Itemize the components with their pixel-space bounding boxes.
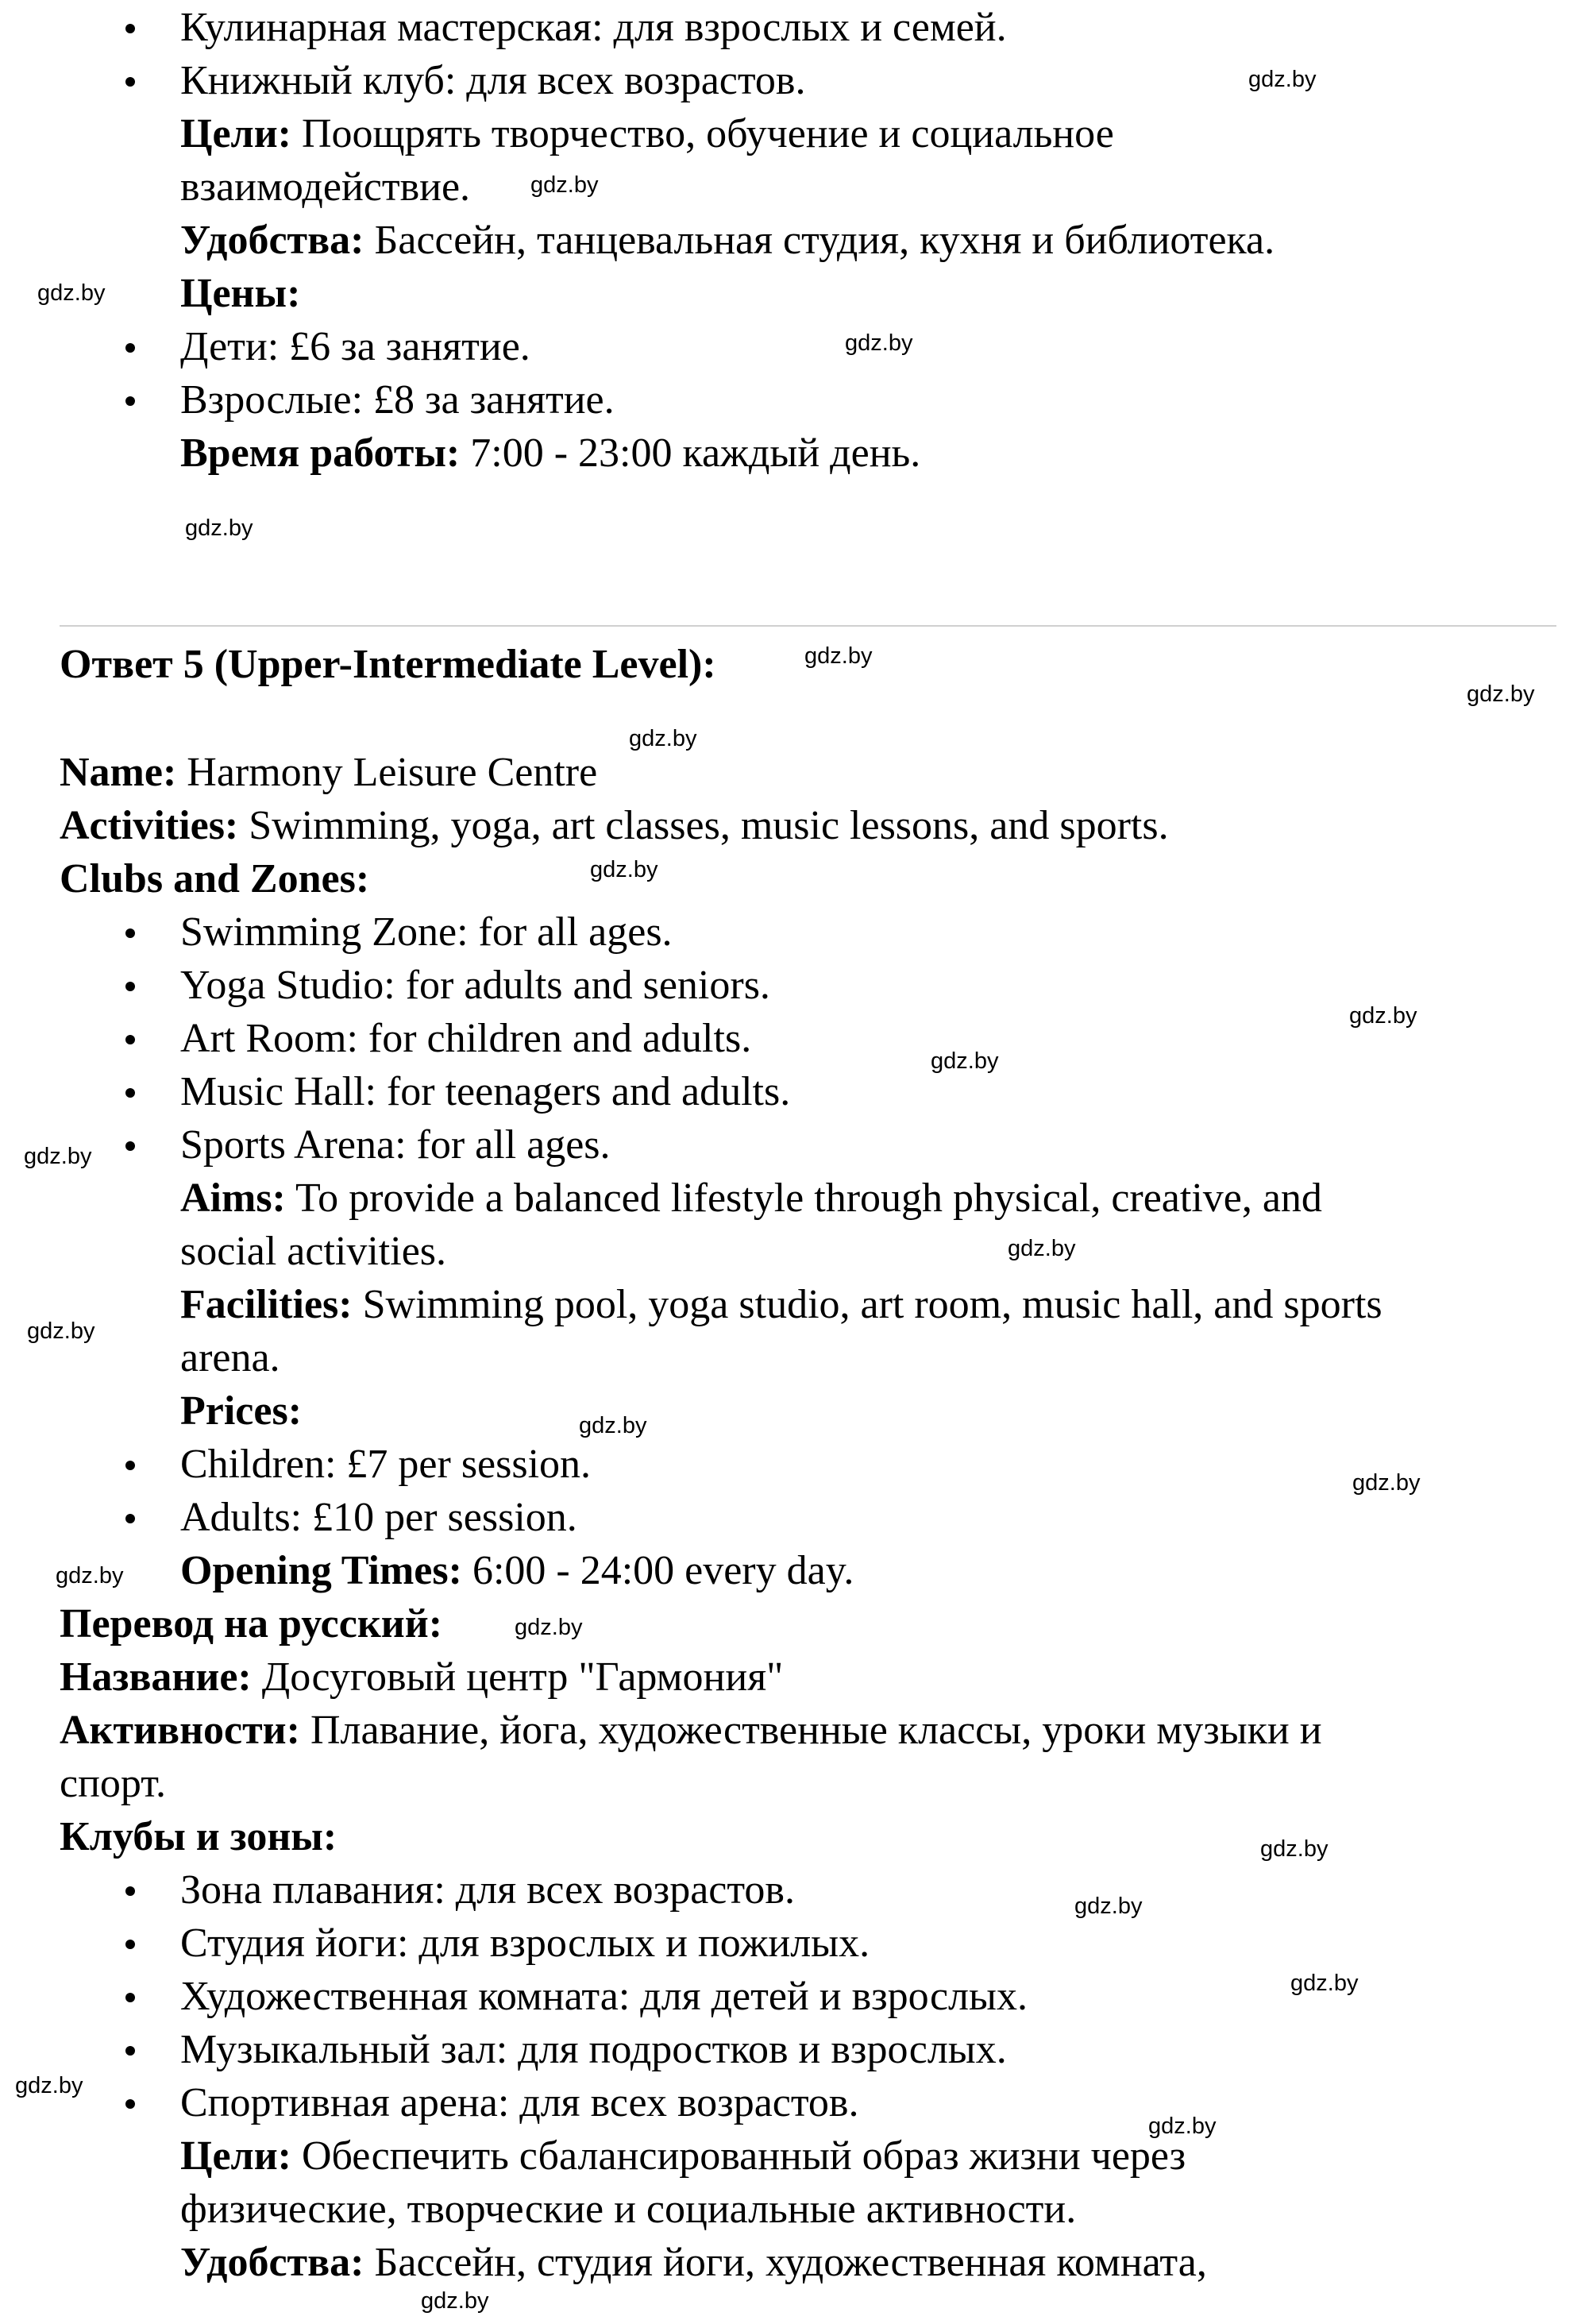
watermark: gdz.by	[1074, 1894, 1143, 1919]
list-item: Зона плавания: для всех возрастов.	[180, 1867, 795, 1913]
answer-heading: Ответ 5 (Upper-Intermediate Level):	[60, 642, 716, 687]
aims-line	[180, 1178, 1322, 1219]
watermark: gdz.by	[629, 726, 697, 751]
opening-line	[180, 1550, 854, 1592]
watermark: gdz.by	[515, 1615, 583, 1640]
name-label: Название:	[60, 1654, 252, 1700]
list-item: Children: £7 per session.	[180, 1442, 592, 1487]
watermark: gdz.by	[24, 1144, 92, 1169]
facilities-line	[180, 2242, 1207, 2283]
hours-text: 7:00 - 23:00 каждый день.	[470, 430, 921, 476]
list-item: Music Hall: for teenagers and adults.	[180, 1069, 791, 1114]
list-item: Adults: £10 per session.	[180, 1495, 577, 1540]
bullet-icon	[125, 982, 135, 991]
watermark: gdz.by	[27, 1318, 95, 1344]
bullet-icon	[125, 928, 135, 938]
watermark: gdz.by	[845, 330, 913, 356]
list-item: Музыкальный зал: для подростков и взрослых.	[180, 2027, 1007, 2072]
facilities-text: Бассейн, танцевальная студия, кухня и библиотека.	[374, 218, 1275, 263]
list-item: Спортивная арена: для всех возрастов.	[180, 2080, 859, 2125]
watermark: gdz.by	[804, 643, 873, 669]
list-item: Yoga Studio: for adults and seniors.	[180, 963, 770, 1008]
aims-label: Aims:	[180, 1176, 286, 1221]
list-item: Художественная комната: для детей и взрослых.	[180, 1974, 1028, 2019]
list-item: Дети: £6 за занятие.	[180, 324, 530, 369]
name-text: Harmony Leisure Centre	[187, 750, 598, 795]
bullet-icon	[125, 1993, 135, 2002]
facilities-line	[180, 1284, 1383, 1326]
watermark: gdz.by	[37, 280, 106, 306]
activities-line	[60, 1710, 1322, 1751]
bullet-icon	[125, 1088, 135, 1098]
bullet-icon	[125, 1035, 135, 1044]
bullet-icon	[125, 1141, 135, 1151]
aims-text: Обеспечить сбалансированный образ жизни через	[301, 2133, 1186, 2179]
watermark: gdz.by	[1290, 1971, 1359, 1996]
clubs-label: Clubs and Zones:	[60, 856, 370, 901]
list-item: Art Room: for children and adults.	[180, 1016, 752, 1061]
watermark: gdz.by	[421, 2288, 489, 2314]
facilities-label: Удобства:	[180, 2240, 364, 2285]
watermark: gdz.by	[590, 857, 658, 882]
watermark: gdz.by	[1148, 2114, 1217, 2139]
translation-heading: Перевод на русский:	[60, 1601, 443, 1646]
activities-continuation: спорт.	[60, 1761, 167, 1806]
bullet-icon	[125, 24, 135, 33]
activities-label: Активности:	[60, 1708, 300, 1753]
list-item: Swimming Zone: for all ages.	[180, 909, 673, 955]
aims-line	[180, 111, 1114, 156]
bullet-icon	[125, 1461, 135, 1470]
list-item: Взрослые: £8 за занятие.	[180, 377, 615, 423]
aims-line	[180, 2133, 1186, 2179]
watermark: gdz.by	[185, 515, 253, 541]
opening-text: 6:00 - 24:00 every day.	[472, 1548, 854, 1593]
section-divider	[60, 625, 1556, 627]
hours-label: Время работы:	[180, 430, 461, 476]
activities-line	[60, 805, 1169, 847]
aims-continuation: взаимодействие.	[180, 164, 471, 210]
facilities-label: Facilities:	[180, 1282, 353, 1327]
aims-text: Поощрять творчество, обучение и социальное	[301, 111, 1114, 156]
facilities-continuation: arena.	[180, 1335, 280, 1380]
name-line	[60, 1654, 784, 1700]
bullet-icon	[125, 396, 135, 406]
bullet-icon	[125, 1886, 135, 1896]
name-line	[60, 752, 597, 793]
aims-text: To provide a balanced lifestyle through physical, creative, and	[295, 1176, 1322, 1221]
bullet-icon	[125, 2099, 135, 2109]
activities-label: Activities:	[60, 803, 239, 848]
watermark: gdz.by	[1349, 1003, 1417, 1029]
list-item: Sports Arena: for all ages.	[180, 1122, 611, 1168]
opening-label: Opening Times:	[180, 1548, 462, 1593]
watermark: gdz.by	[1008, 1236, 1076, 1261]
aims-continuation: физические, творческие и социальные активности.	[180, 2187, 1077, 2232]
watermark: gdz.by	[1260, 1836, 1329, 1862]
list-item: Кулинарная мастерская: для взрослых и семей.	[180, 5, 1007, 50]
hours-line	[180, 430, 921, 476]
facilities-text: Swimming pool, yoga studio, art room, music hall, and sports	[362, 1282, 1383, 1327]
list-item: Студия йоги: для взрослых и пожилых.	[180, 1921, 870, 1966]
name-text: Досуговый центр "Гармония"	[261, 1654, 784, 1700]
clubs-label: Клубы и зоны:	[60, 1814, 337, 1859]
prices-label: Цены:	[180, 271, 301, 316]
watermark: gdz.by	[1352, 1470, 1421, 1496]
aims-label: Цели:	[180, 2133, 291, 2179]
bullet-icon	[125, 2046, 135, 2056]
facilities-label: Удобства:	[180, 218, 364, 263]
watermark: gdz.by	[15, 2073, 83, 2098]
watermark: gdz.by	[1467, 681, 1535, 707]
bullet-icon	[125, 343, 135, 353]
prices-label: Prices:	[180, 1388, 303, 1434]
aims-continuation: social activities.	[180, 1229, 447, 1274]
watermark: gdz.by	[931, 1048, 999, 1074]
watermark: gdz.by	[530, 172, 599, 198]
watermark: gdz.by	[579, 1413, 647, 1438]
bullet-icon	[125, 1940, 135, 1949]
watermark: gdz.by	[1248, 67, 1317, 92]
list-item: Книжный клуб: для всех возрастов.	[180, 58, 806, 103]
facilities-text: Бассейн, студия йоги, художественная комната,	[374, 2240, 1207, 2285]
facilities-line	[180, 220, 1275, 261]
watermark: gdz.by	[56, 1563, 124, 1589]
activities-text: Плавание, йога, художественные классы, уроки музыки и	[310, 1708, 1322, 1753]
aims-label: Цели:	[180, 111, 291, 156]
name-label: Name:	[60, 750, 177, 795]
bullet-icon	[125, 77, 135, 87]
activities-text: Swimming, yoga, art classes, music lessons, and sports.	[249, 803, 1169, 848]
bullet-icon	[125, 1514, 135, 1523]
